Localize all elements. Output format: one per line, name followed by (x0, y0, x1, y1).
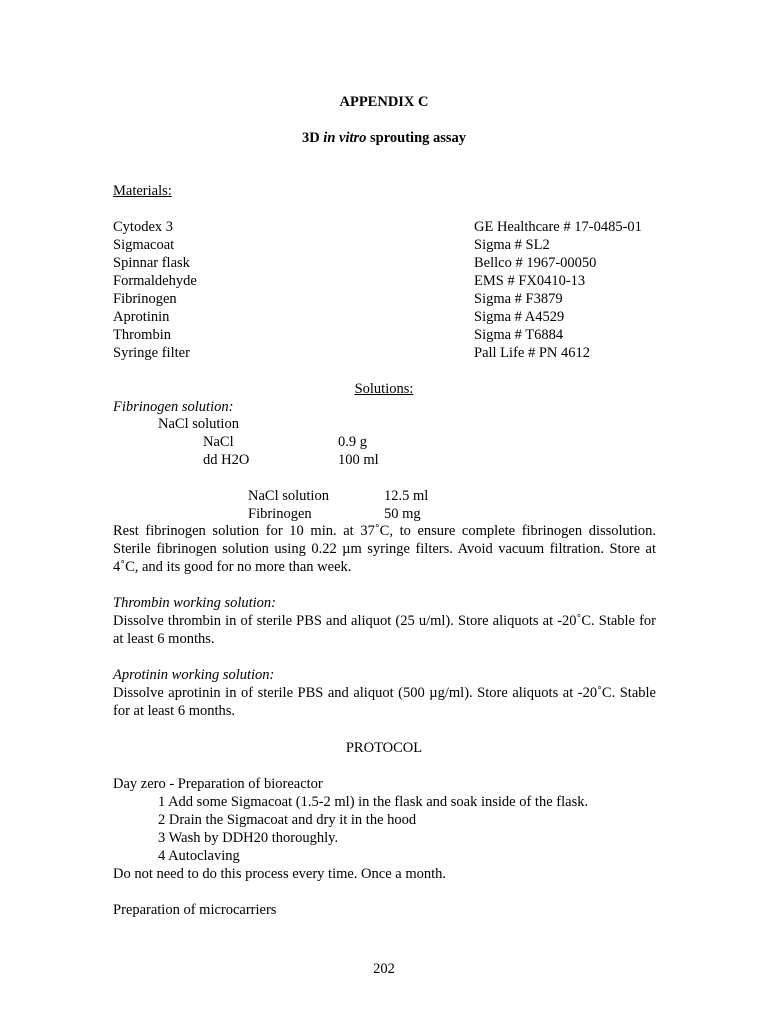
protocol-step: 2 Drain the Sigmacoat and dry it in the hood (158, 812, 417, 828)
subtitle-italic: in vitro (323, 130, 367, 146)
material-name: Aprotinin (113, 309, 170, 325)
fibrinogen-paragraph: Rest fibrinogen solution for 10 min. at 37˚C, to ensure complete fibrinogen dissolution. Sterile fibrinogen solution using 0.22 µm syringe filters. Avoid vacuum filtration. Store at 4˚C, and its good for no more than week. (113, 523, 656, 575)
material-name: Thrombin (113, 327, 171, 343)
material-name: Cytodex 3 (113, 219, 174, 235)
material-row (113, 272, 673, 290)
material-source: Sigma # SL2 (474, 237, 550, 253)
microcarriers-heading: Preparation of microcarriers (113, 902, 277, 918)
protocol-step: 3 Wash by DDH20 thoroughly. (158, 830, 339, 846)
subtitle-suffix: sprouting assay (366, 130, 467, 146)
material-name: Formaldehyde (113, 273, 197, 289)
water-item: dd H2O (203, 452, 250, 468)
material-name: Syringe filter (113, 345, 190, 361)
material-row (113, 218, 673, 236)
material-name: Fibrinogen (113, 291, 177, 307)
mix-fibrinogen-item: Fibrinogen (248, 506, 312, 522)
material-row (113, 290, 673, 308)
material-source: Sigma # A4529 (474, 309, 565, 325)
appendix-title: APPENDIX C (339, 94, 429, 110)
mix-fibrinogen-amount: 50 mg (384, 506, 421, 522)
thrombin-solution-heading: Thrombin working solution: (113, 595, 277, 611)
material-source: EMS # FX0410-13 (474, 273, 586, 289)
protocol-step: 1 Add some Sigmacoat (1.5-2 ml) in the flask and soak inside of the flask. (158, 794, 589, 810)
solutions-heading: Solutions: (354, 381, 414, 397)
material-source: Sigma # F3879 (474, 291, 563, 307)
mix-nacl-item: NaCl solution (248, 488, 329, 504)
aprotinin-paragraph: Dissolve aprotinin in of sterile PBS and aliquot (500 µg/ml). Store aliquots at -20˚C. Stable for at least 6 months. (113, 685, 656, 719)
aprotinin-solution-heading: Aprotinin working solution: (113, 667, 275, 683)
nacl-item: NaCl (203, 434, 234, 450)
material-row (113, 344, 673, 362)
day-zero-heading: Day zero - Preparation of bioreactor (113, 776, 323, 792)
page-number: 202 (373, 961, 395, 977)
material-name: Spinnar flask (113, 255, 190, 271)
mix-nacl-amount: 12.5 ml (384, 488, 429, 504)
material-row (113, 326, 673, 344)
material-source: GE Healthcare # 17-0485-01 (474, 219, 642, 235)
fibrinogen-solution-heading: Fibrinogen solution: (113, 399, 234, 415)
materials-heading: Materials: (113, 183, 172, 199)
subtitle-prefix: 3D (301, 130, 324, 146)
protocol-note: Do not need to do this process every time. Once a month. (113, 866, 447, 882)
nacl-amount: 0.9 g (338, 434, 367, 450)
material-row (113, 308, 673, 326)
material-source: Bellco # 1967-00050 (474, 255, 597, 271)
material-name: Sigmacoat (113, 237, 175, 253)
protocol-step: 4 Autoclaving (158, 848, 240, 864)
material-row (113, 254, 673, 272)
water-amount: 100 ml (338, 452, 379, 468)
material-source: Pall Life # PN 4612 (474, 345, 590, 361)
material-row (113, 236, 673, 254)
thrombin-paragraph: Dissolve thrombin in of sterile PBS and aliquot (25 u/ml). Store aliquots at -20˚C. Stable for at least 6 months. (113, 613, 656, 647)
protocol-heading: PROTOCOL (345, 740, 423, 756)
material-source: Sigma # T6884 (474, 327, 564, 343)
nacl-solution-heading: NaCl solution (158, 416, 239, 432)
document-subtitle (0, 129, 768, 147)
